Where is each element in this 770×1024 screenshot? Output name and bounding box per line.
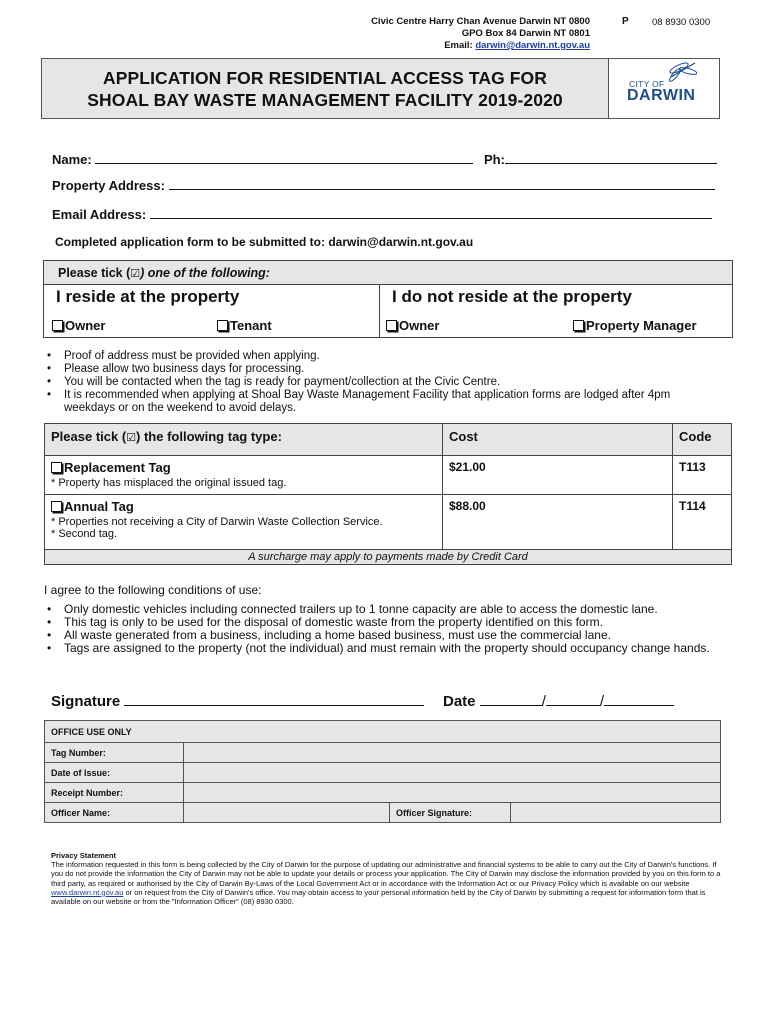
city-of-darwin-logo <box>608 59 719 118</box>
code-header: Code <box>673 424 732 456</box>
office-use-table: OFFICE USE ONLY Tag Number: Date of Issue: Receipt Number: Officer Name: Officer Signature: <box>44 720 721 823</box>
email-address-field[interactable]: Email Address: <box>52 207 712 222</box>
address-line-1: Civic Centre Harry Chan Avenue Darwin NT 0800 <box>371 16 590 27</box>
list-item: • Tags are assigned to the property (not the individual) and must remain with the property should occupancy change hands. <box>44 642 729 655</box>
checkbox-icon[interactable] <box>386 320 397 331</box>
officer-name-field[interactable] <box>184 803 390 823</box>
reside-heading: I reside at the property <box>56 287 240 306</box>
cost-header: Cost <box>443 424 673 456</box>
checkbox-icon[interactable] <box>51 501 62 512</box>
date-month-line[interactable] <box>546 692 600 706</box>
privacy-heading: Privacy Statement <box>51 851 117 860</box>
email-line: Email: darwin@darwin.nt.gov.au <box>444 40 590 51</box>
list-item: • This tag is only to be used for the disposal of domestic waste from the property identified on this form. <box>44 616 729 629</box>
date-year-line[interactable] <box>604 692 674 706</box>
list-item: • All waste generated from a business, including a home based business, must use the commercial lane. <box>44 629 729 642</box>
title-box <box>41 58 720 119</box>
submit-note: Completed application form to be submitted to: darwin@darwin.nt.gov.au <box>55 235 474 249</box>
date-field[interactable]: Date / / <box>443 692 674 710</box>
tenant-option[interactable]: Tenant <box>217 318 272 333</box>
owner-resident-option[interactable]: Owner <box>52 318 105 333</box>
property-address-field[interactable]: Property Address: <box>52 178 715 193</box>
list-item: • Only domestic vehicles including connected trailers up to 1 tonne capacity are able to access the domestic lane. <box>44 603 729 616</box>
not-reside-heading: I do not reside at the property <box>392 287 632 306</box>
date-of-issue-field[interactable] <box>184 763 721 783</box>
email-address-line[interactable] <box>150 207 712 219</box>
phone-label: P <box>622 16 629 27</box>
privacy-text: The information requested in this form is being collected by the City of Darwin for the purpose of updating our administrative and financial systems to be able to carry out the City of Darwin's functions. If you do not provide the information the City of Darwin may not be able to update your details or process your application. The City of Darwin may disclose the information provided by you on this form to a third party, as required or authorised by the City of Darwin By-Laws of the Local Government Act or in accordance with the Information Act or our Privacy Policy which is available on our website www.darwin.nt.gov.au or on request from the City of Darwin's office. You may obtain access to your personal information held by the City of Darwin by submitting a request for information form that is available on our website or from the "Information Officer" (08) 8930 0300. <box>51 860 721 907</box>
officer-signature-field[interactable] <box>511 803 721 823</box>
surcharge-note: A surcharge may apply to payments made by Credit Card <box>45 550 732 565</box>
owner-nonresident-option[interactable]: Owner <box>386 318 439 333</box>
address-line-2: GPO Box 84 Darwin NT 0801 <box>461 28 590 39</box>
tag-type-table <box>44 423 732 565</box>
page-title: APPLICATION FOR RESIDENTIAL ACCESS TAG FOR SHOAL BAY WASTE MANAGEMENT FACILITY 2019-2020 <box>87 68 563 110</box>
council-address <box>300 16 590 52</box>
list-item: • Proof of address must be provided when applying. <box>44 350 724 363</box>
table-row: Replacement Tag * Property has misplaced the original issued tag. $21.00 T113 <box>45 456 732 495</box>
annual-tag-option[interactable]: Annual Tag <box>51 499 436 514</box>
logo-top-text: CITY OF <box>629 79 665 89</box>
list-item: • It is recommended when applying at Shoal Bay Waste Management Facility that application forms are lodged after 4pm weekdays or on the weekend to avoid delays. <box>44 389 724 415</box>
signature-field[interactable]: Signature <box>51 692 424 710</box>
conditions-intro: I agree to the following conditions of use: <box>44 583 262 597</box>
tag-type-header: Please tick (☑) the following tag type: <box>45 424 443 456</box>
conditions-list <box>44 603 729 655</box>
checkbox-icon[interactable] <box>217 320 228 331</box>
residence-heading: Please tick (☑) one of the following: <box>44 261 732 285</box>
phone-number: 08 8930 0300 <box>652 17 711 28</box>
application-notes <box>44 350 724 415</box>
phone-field[interactable]: Ph: <box>484 152 717 167</box>
logo-bottom-text: DARWIN <box>627 87 696 104</box>
tag-number-field[interactable] <box>184 743 721 763</box>
residence-selection <box>43 260 733 338</box>
name-field[interactable]: Name: <box>52 152 473 167</box>
privacy-statement <box>51 851 726 906</box>
list-item: • You will be contacted when the tag is ready for payment/collection at the Civic Centre. <box>44 376 724 389</box>
email-link[interactable]: darwin@darwin.nt.gov.au <box>475 40 590 51</box>
list-item: • Please allow two business days for processing. <box>44 363 724 376</box>
website-link[interactable]: www.darwin.nt.gov.au <box>51 887 124 897</box>
checkbox-icon[interactable] <box>51 462 62 473</box>
checkbox-icon[interactable] <box>52 320 63 331</box>
annual-code: T114 <box>673 495 732 550</box>
replacement-cost: $21.00 <box>443 456 673 495</box>
annual-cost: $88.00 <box>443 495 673 550</box>
receipt-number-field[interactable] <box>184 783 721 803</box>
property-address-line[interactable] <box>169 178 715 190</box>
phone-line[interactable] <box>505 152 717 164</box>
checkbox-icon[interactable] <box>573 320 584 331</box>
office-use-heading: OFFICE USE ONLY <box>45 721 721 743</box>
replacement-tag-option[interactable]: Replacement Tag <box>51 460 436 475</box>
name-line[interactable] <box>95 152 473 164</box>
signature-line[interactable] <box>124 692 424 706</box>
table-row: Annual Tag * Properties not receiving a City of Darwin Waste Collection Service. * Second tag. $88.00 T114 <box>45 495 732 550</box>
replacement-code: T113 <box>673 456 732 495</box>
date-day-line[interactable] <box>480 692 542 706</box>
property-manager-option[interactable]: Property Manager <box>573 318 697 333</box>
